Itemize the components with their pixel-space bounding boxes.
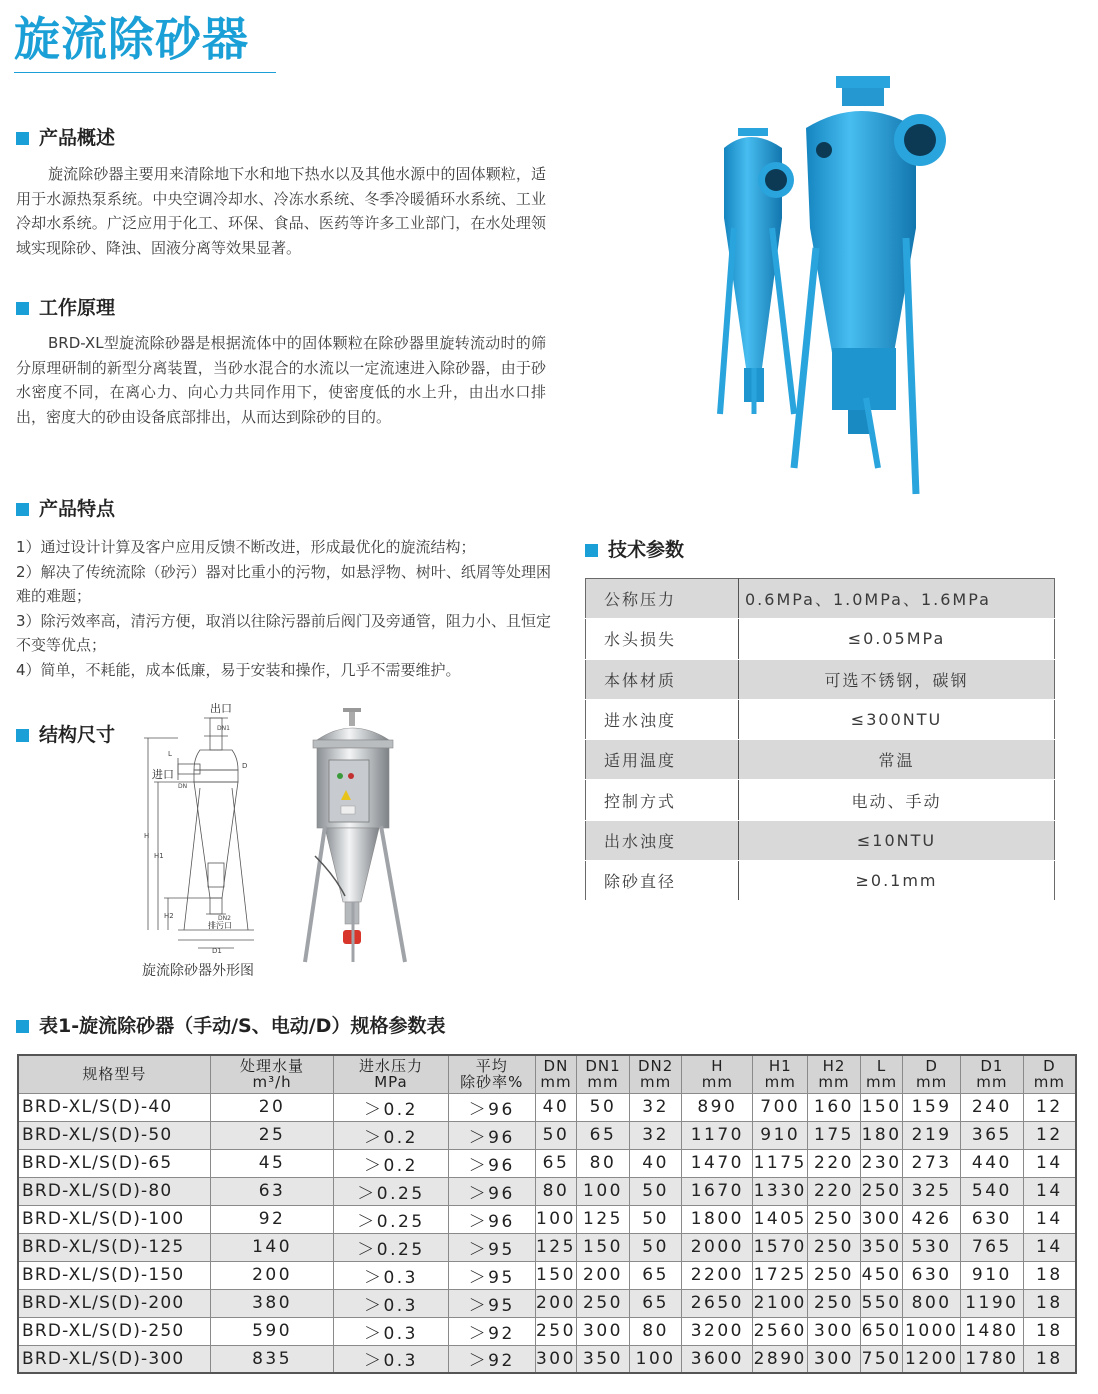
spec-column-header-line2: 除砂率% <box>460 1073 524 1092</box>
spec-column-header-line1: D1 <box>980 1057 1004 1076</box>
spec-value-cell: 140 <box>210 1233 333 1261</box>
tech-key: 本体材质 <box>586 659 739 699</box>
spec-value-cell: 350 <box>860 1233 903 1261</box>
spec-column-header <box>753 1055 808 1093</box>
spec-value-cell: ＞0.25 <box>334 1205 448 1233</box>
spec-value-cell: ＞0.3 <box>334 1261 448 1289</box>
spec-value-cell: 14 <box>1023 1177 1076 1205</box>
spec-value-cell: 250 <box>808 1233 861 1261</box>
spec-column-header-line1: DN1 <box>585 1057 621 1076</box>
drawing-label-l: L <box>168 750 172 758</box>
spec-value-cell: 80 <box>629 1317 682 1345</box>
bullet-square-icon <box>16 503 29 516</box>
structure-heading: 结构尺寸 <box>39 724 116 746</box>
spec-value-cell: 200 <box>210 1261 333 1289</box>
spec-value-cell: 380 <box>210 1289 333 1317</box>
title-underline <box>14 72 276 73</box>
spec-table-row <box>18 1177 1076 1205</box>
spec-value-cell: 125 <box>577 1205 630 1233</box>
tech-key: 适用温度 <box>586 740 739 780</box>
spec-value-cell: 2650 <box>682 1289 753 1317</box>
feature-item: 4）简单，不耗能，成本低廉，易于安装和操作，几乎不需要维护。 <box>16 660 461 679</box>
spec-value-cell: 14 <box>1023 1205 1076 1233</box>
principle-text: BRD-XL型旋流除砂器是根据流体中的固体颗粒在除砂器里旋转流动时的筛分原理研制的新型分离装置，当砂水混合的水流以一定流速进入除砂器，由于砂水密度不同，在离心力、向心力共同作用下，使密度低的水上升，由出水口排出，密度大的砂由设备底部排出，从而达到除砂的目的。 <box>16 334 546 426</box>
spec-value-cell: 250 <box>860 1177 903 1205</box>
spec-column-header-line2: mm <box>764 1073 796 1092</box>
spec-value-cell: ＞96 <box>448 1149 535 1177</box>
section-heading-principle <box>16 296 115 320</box>
spec-value-cell: 18 <box>1023 1317 1076 1345</box>
spec-value-cell: 63 <box>210 1177 333 1205</box>
page-title: 旋流除砂器 <box>14 12 249 66</box>
section-heading-spec-table <box>16 1014 445 1038</box>
section-heading-features <box>16 497 115 521</box>
spec-column-header-line1: H1 <box>768 1057 792 1076</box>
drawing-label-inlet: 进口 <box>152 768 174 781</box>
spec-value-cell: 200 <box>535 1289 576 1317</box>
spec-value-cell: 700 <box>753 1093 808 1121</box>
spec-value-cell: 835 <box>210 1345 333 1373</box>
spec-model-cell: BRD-XL/S(D)-65 <box>18 1149 210 1177</box>
spec-value-cell: 125 <box>535 1233 576 1261</box>
spec-value-cell: 50 <box>629 1205 682 1233</box>
spec-value-cell: 50 <box>535 1121 576 1149</box>
bullet-square-icon <box>16 1020 29 1033</box>
spec-table-row <box>18 1345 1076 1373</box>
overview-text: 旋流除砂器主要用来清除地下水和地下热水以及其他水源中的固体颗粒，适用于水源热泵系统。中央空调冷却水、冷冻水系统、冬季冷暖循环水系统、工业冷却水系统。广泛应用于化工、环保、食品、医药等许多工业部门，在水处理领域实现除砂、降浊、固液分离等效果显著。 <box>16 165 546 257</box>
spec-table-row <box>18 1149 1076 1177</box>
drawing-label-drain: 排污口 <box>208 921 232 930</box>
spec-column-header-line1: H <box>711 1057 724 1076</box>
spec-table-row <box>18 1289 1076 1317</box>
drawing-label-h2: H2 <box>164 912 174 920</box>
principle-heading: 工作原理 <box>39 297 116 319</box>
spec-value-cell: 20 <box>210 1093 333 1121</box>
spec-value-cell: 300 <box>535 1345 576 1373</box>
tech-row <box>586 699 1055 739</box>
spec-column-header-line2: mm <box>865 1073 898 1092</box>
spec-value-cell: 1170 <box>682 1121 753 1149</box>
spec-value-cell: 92 <box>210 1205 333 1233</box>
bullet-square-icon <box>16 132 29 145</box>
spec-column-header-line2: mm <box>818 1073 850 1092</box>
tech-key: 水头损失 <box>586 619 739 659</box>
tech-row <box>586 820 1055 860</box>
spec-value-cell: 250 <box>808 1261 861 1289</box>
tech-row <box>586 619 1055 659</box>
spec-value-cell: 14 <box>1023 1149 1076 1177</box>
spec-value-cell: 65 <box>629 1261 682 1289</box>
spec-column-header-line2: mm <box>540 1073 572 1092</box>
drawing-label-d: D <box>242 762 248 770</box>
spec-value-cell: 65 <box>577 1121 630 1149</box>
spec-value-cell: ＞96 <box>448 1093 535 1121</box>
drawing-label-h1: H1 <box>154 852 164 860</box>
spec-value-cell: 250 <box>808 1205 861 1233</box>
spec-value-cell: 2890 <box>753 1345 808 1373</box>
spec-table-row <box>18 1317 1076 1345</box>
spec-table-row <box>18 1233 1076 1261</box>
spec-value-cell: 1570 <box>753 1233 808 1261</box>
spec-value-cell: 159 <box>903 1093 961 1121</box>
spec-table-row <box>18 1261 1076 1289</box>
spec-column-header-line2: mm <box>1033 1073 1065 1092</box>
spec-value-cell: ＞0.2 <box>334 1121 448 1149</box>
spec-value-cell: 325 <box>903 1177 961 1205</box>
tech-key: 进水浊度 <box>586 699 739 739</box>
spec-value-cell: 180 <box>860 1121 903 1149</box>
tech-heading: 技术参数 <box>608 539 685 561</box>
spec-value-cell: 910 <box>961 1261 1024 1289</box>
spec-table-row <box>18 1121 1076 1149</box>
spec-value-cell: ＞0.25 <box>334 1233 448 1261</box>
spec-value-cell: 18 <box>1023 1261 1076 1289</box>
spec-value-cell: 765 <box>961 1233 1024 1261</box>
stainless-desander-photo <box>295 706 425 968</box>
spec-model-cell: BRD-XL/S(D)-200 <box>18 1289 210 1317</box>
spec-column-header <box>535 1055 576 1093</box>
spec-column-header <box>577 1055 630 1093</box>
drawing-label-dn: DN <box>178 783 188 790</box>
tech-key: 控制方式 <box>586 780 739 820</box>
spec-table-row <box>18 1093 1076 1121</box>
tech-value: ≤300NTU <box>739 699 1055 739</box>
spec-value-cell: 25 <box>210 1121 333 1149</box>
spec-value-cell: ＞0.3 <box>334 1345 448 1373</box>
spec-value-cell: ＞95 <box>448 1289 535 1317</box>
overview-paragraph <box>16 162 546 260</box>
tech-key: 除砂直径 <box>586 861 739 901</box>
spec-value-cell: 40 <box>629 1149 682 1177</box>
spec-value-cell: 150 <box>535 1261 576 1289</box>
spec-column-header-line2: mm <box>976 1073 1008 1092</box>
spec-value-cell: 18 <box>1023 1345 1076 1373</box>
drawing-label-outlet: 出口 <box>210 702 232 715</box>
spec-column-header-line2: mm <box>701 1073 733 1092</box>
spec-value-cell: 1405 <box>753 1205 808 1233</box>
spec-value-cell: 200 <box>577 1261 630 1289</box>
spec-value-cell: 630 <box>961 1205 1024 1233</box>
spec-column-header-line2: m³/h <box>252 1073 292 1092</box>
spec-value-cell: 240 <box>961 1093 1024 1121</box>
spec-value-cell: 40 <box>535 1093 576 1121</box>
spec-column-header <box>903 1055 961 1093</box>
spec-value-cell: 250 <box>577 1289 630 1317</box>
spec-value-cell: 32 <box>629 1093 682 1121</box>
spec-value-cell: ＞96 <box>448 1205 535 1233</box>
bullet-square-icon <box>16 302 29 315</box>
spec-value-cell: 100 <box>629 1345 682 1373</box>
tech-row <box>586 861 1055 901</box>
spec-value-cell: 1470 <box>682 1149 753 1177</box>
spec-value-cell: 1175 <box>753 1149 808 1177</box>
spec-value-cell: 100 <box>535 1205 576 1233</box>
spec-value-cell: 890 <box>682 1093 753 1121</box>
drawing-label-h: H <box>144 832 150 840</box>
spec-value-cell: 2560 <box>753 1317 808 1345</box>
spec-column-header <box>18 1055 210 1093</box>
spec-value-cell: 910 <box>753 1121 808 1149</box>
spec-value-cell: ＞0.25 <box>334 1177 448 1205</box>
spec-value-cell: 100 <box>577 1177 630 1205</box>
spec-value-cell: ＞0.3 <box>334 1289 448 1317</box>
section-heading-overview <box>16 126 115 150</box>
drawing-label-dn1: DN1 <box>217 725 230 732</box>
spec-column-header <box>334 1055 448 1093</box>
tech-value: 电动、手动 <box>739 780 1055 820</box>
spec-value-cell: 32 <box>629 1121 682 1149</box>
spec-value-cell: 50 <box>629 1177 682 1205</box>
spec-value-cell: 300 <box>860 1205 903 1233</box>
tech-row <box>586 780 1055 820</box>
tech-key: 公称压力 <box>586 579 739 619</box>
spec-value-cell: 80 <box>535 1177 576 1205</box>
spec-value-cell: 2200 <box>682 1261 753 1289</box>
spec-value-cell: ＞95 <box>448 1261 535 1289</box>
feature-item: 1）通过设计计算及客户应用反馈不断改进，形成最优化的旋流结构； <box>16 538 476 556</box>
tech-row <box>586 740 1055 780</box>
drawing-label-d1: D1 <box>212 947 222 955</box>
spec-column-header-line1: DN <box>543 1057 569 1076</box>
overview-heading: 产品概述 <box>39 127 116 149</box>
spec-value-cell: 550 <box>860 1289 903 1317</box>
features-heading: 产品特点 <box>39 498 116 520</box>
spec-value-cell: 50 <box>577 1093 630 1121</box>
spec-column-header <box>210 1055 333 1093</box>
spec-value-cell: ＞0.2 <box>334 1093 448 1121</box>
spec-model-cell: BRD-XL/S(D)-125 <box>18 1233 210 1261</box>
spec-value-cell: 220 <box>808 1149 861 1177</box>
spec-model-cell: BRD-XL/S(D)-300 <box>18 1345 210 1373</box>
spec-column-header-line1: 平均 <box>475 1057 508 1076</box>
spec-value-cell: ＞92 <box>448 1345 535 1373</box>
spec-value-cell: 630 <box>903 1261 961 1289</box>
spec-value-cell: 250 <box>535 1317 576 1345</box>
feature-item: 2）解决了传统流除（砂污）器对比重小的污物，如悬浮物、树叶、纸屑等处理困难的难题； <box>16 562 551 605</box>
spec-value-cell: 2100 <box>753 1289 808 1317</box>
spec-value-cell: 540 <box>961 1177 1024 1205</box>
spec-value-cell: 1670 <box>682 1177 753 1205</box>
spec-column-header-line2: mm <box>639 1073 672 1092</box>
spec-column-header <box>448 1055 535 1093</box>
bullet-square-icon <box>16 729 29 742</box>
spec-column-header-line1: D <box>1043 1057 1056 1076</box>
spec-column-header-line1: DN2 <box>637 1057 674 1076</box>
spec-value-cell: ＞0.3 <box>334 1317 448 1345</box>
feature-item: 3）除污效率高，清污方便，取消以往除污器前后阀门及旁通管，阻力小、且恒定不变等优点； <box>16 611 551 654</box>
spec-value-cell: 14 <box>1023 1233 1076 1261</box>
spec-value-cell: 350 <box>577 1345 630 1373</box>
spec-table-header-row <box>18 1055 1076 1093</box>
tech-value: 可选不锈钢，碳钢 <box>739 659 1055 699</box>
spec-table-row <box>18 1205 1076 1233</box>
spec-column-header-line2: mm <box>916 1073 948 1092</box>
spec-value-cell: 300 <box>577 1317 630 1345</box>
spec-column-header <box>682 1055 753 1093</box>
spec-value-cell: 12 <box>1023 1121 1076 1149</box>
spec-value-cell: 3200 <box>682 1317 753 1345</box>
spec-value-cell: 65 <box>535 1149 576 1177</box>
spec-value-cell: 426 <box>903 1205 961 1233</box>
spec-value-cell: 1800 <box>682 1205 753 1233</box>
spec-value-cell: 530 <box>903 1233 961 1261</box>
tech-value: ≤10NTU <box>739 820 1055 860</box>
tech-row <box>586 659 1055 699</box>
spec-value-cell: 18 <box>1023 1289 1076 1317</box>
spec-value-cell: 1725 <box>753 1261 808 1289</box>
spec-value-cell: 219 <box>903 1121 961 1149</box>
spec-value-cell: 300 <box>808 1317 861 1345</box>
spec-column-header-line2: 规格型号 <box>82 1065 147 1084</box>
spec-column-header <box>808 1055 861 1093</box>
spec-value-cell: ＞96 <box>448 1121 535 1149</box>
spec-value-cell: 650 <box>860 1317 903 1345</box>
spec-column-header-line1: H2 <box>822 1057 846 1076</box>
principle-paragraph <box>16 331 546 429</box>
spec-value-cell: 365 <box>961 1121 1024 1149</box>
spec-value-cell: 3600 <box>682 1345 753 1373</box>
spec-value-cell: 1190 <box>961 1289 1024 1317</box>
drawing-caption: 旋流除砂器外形图 <box>142 963 254 979</box>
spec-value-cell: 12 <box>1023 1093 1076 1121</box>
spec-value-cell: 150 <box>577 1233 630 1261</box>
desander-outline-drawing <box>138 698 278 956</box>
bullet-square-icon <box>585 544 598 557</box>
spec-table-heading: 表1-旋流除砂器（手动/S、电动/D）规格参数表 <box>39 1015 446 1037</box>
spec-value-cell: 440 <box>961 1149 1024 1177</box>
spec-column-header-line1: 进水压力 <box>358 1057 423 1076</box>
spec-model-cell: BRD-XL/S(D)-250 <box>18 1317 210 1345</box>
tech-value: ≥0.1mm <box>739 861 1055 901</box>
spec-value-cell: 220 <box>808 1177 861 1205</box>
spec-parameters-table <box>17 1054 1077 1374</box>
spec-model-cell: BRD-XL/S(D)-150 <box>18 1261 210 1289</box>
spec-column-header-line1: 处理水量 <box>240 1057 305 1076</box>
spec-column-header <box>1023 1055 1076 1093</box>
section-heading-tech <box>585 538 684 562</box>
spec-model-cell: BRD-XL/S(D)-50 <box>18 1121 210 1149</box>
spec-value-cell: ＞95 <box>448 1233 535 1261</box>
section-heading-structure <box>16 723 115 747</box>
spec-value-cell: ＞92 <box>448 1317 535 1345</box>
blue-desander-product-image <box>690 68 960 508</box>
spec-column-header-line1: D <box>925 1057 938 1076</box>
spec-value-cell: 45 <box>210 1149 333 1177</box>
spec-value-cell: ＞96 <box>448 1177 535 1205</box>
features-list <box>16 535 551 682</box>
tech-value: 0.6MPa、1.0MPa、1.6MPa <box>739 579 1055 619</box>
spec-column-header <box>961 1055 1024 1093</box>
spec-value-cell: 50 <box>629 1233 682 1261</box>
spec-value-cell: ＞0.2 <box>334 1149 448 1177</box>
spec-value-cell: 273 <box>903 1149 961 1177</box>
tech-row <box>586 579 1055 619</box>
spec-model-cell: BRD-XL/S(D)-100 <box>18 1205 210 1233</box>
spec-value-cell: 1330 <box>753 1177 808 1205</box>
tech-params-table <box>585 578 1055 901</box>
spec-value-cell: 1480 <box>961 1317 1024 1345</box>
drawing-label-dn2: DN2 <box>218 915 231 922</box>
tech-key: 出水浊度 <box>586 820 739 860</box>
spec-value-cell: 150 <box>860 1093 903 1121</box>
tech-value: ≤0.05MPa <box>739 619 1055 659</box>
spec-column-header-line1: L <box>876 1057 887 1076</box>
spec-value-cell: 160 <box>808 1093 861 1121</box>
spec-value-cell: 1000 <box>903 1317 961 1345</box>
spec-value-cell: 1780 <box>961 1345 1024 1373</box>
spec-value-cell: 175 <box>808 1121 861 1149</box>
spec-column-header-line2: mm <box>587 1073 619 1092</box>
spec-value-cell: 750 <box>860 1345 903 1373</box>
spec-value-cell: 1200 <box>903 1345 961 1373</box>
spec-value-cell: 65 <box>629 1289 682 1317</box>
spec-value-cell: 800 <box>903 1289 961 1317</box>
spec-column-header <box>860 1055 903 1093</box>
spec-value-cell: 250 <box>808 1289 861 1317</box>
spec-value-cell: 590 <box>210 1317 333 1345</box>
spec-model-cell: BRD-XL/S(D)-80 <box>18 1177 210 1205</box>
tech-value: 常温 <box>739 740 1055 780</box>
spec-model-cell: BRD-XL/S(D)-40 <box>18 1093 210 1121</box>
spec-value-cell: 450 <box>860 1261 903 1289</box>
spec-value-cell: 230 <box>860 1149 903 1177</box>
spec-value-cell: 2000 <box>682 1233 753 1261</box>
spec-column-header-line2: MPa <box>374 1073 408 1092</box>
spec-value-cell: 80 <box>577 1149 630 1177</box>
spec-value-cell: 300 <box>808 1345 861 1373</box>
spec-column-header <box>629 1055 682 1093</box>
